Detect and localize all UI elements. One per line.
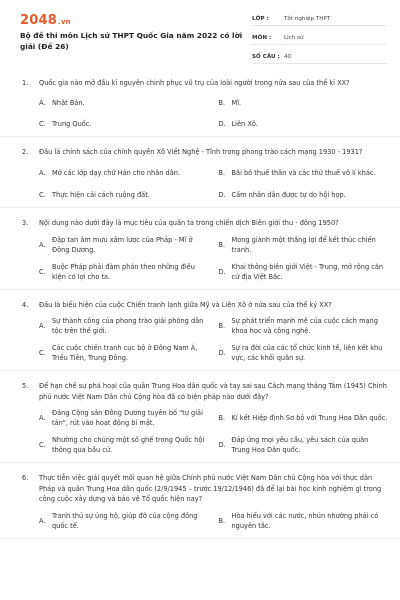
option-letter: B. [218,322,226,330]
option-letter: C. [39,119,46,128]
answer-option[interactable] [39,168,209,178]
answer-option[interactable] [219,316,389,336]
option-text: Bãi bỏ thuế thân và các thứ thuế vô lí khác. [231,169,376,177]
question-text [22,300,388,311]
answer-option[interactable] [39,262,209,282]
question-stem: Thực tiễn việc giải quyết mối quan hệ giữa Chính phủ nước Việt Nam Dân chủ Cộng hòa với thực dân Pháp và quân Trung Hoa dân quốc (2/9/1945 – trước 19/12/1946) đã để lại bài học kinh nghiệm gì trong công cuộc xây dựng và bảo vệ Tổ quốc hiện nay? [39,474,382,503]
answer-option[interactable] [219,235,389,255]
option-text: Các cuộc chiến tranh cục bộ ở Đông Nam Á, Triều Tiên, Trung Đông. [52,344,198,362]
question-number: 3. [22,219,29,227]
option-text: Đảng Cộng sản Đông Dương tuyên bố "tự giải tán", rút vào hoạt động bí mật. [52,409,203,427]
question-stem: Đâu là chính sách của chính quyền Xô Viết Nghệ - Tĩnh trong phong trào cách mạng 1930 - 1931? [39,147,363,156]
option-text: Khai thông biên giới Việt - Trung, mở rộng căn cứ địa Việt Bắc. [231,262,384,281]
answer-option[interactable] [39,98,209,108]
question-number: 4. [22,300,29,309]
meta-row [252,32,387,45]
answer-option[interactable] [219,168,389,178]
meta-value: Tốt nghiệp THPT [284,16,331,22]
document-title: Bộ đề thi môn Lịch sử THPT Quốc Gia năm 2022 có lời giải (Đề 26) [20,31,243,51]
answer-option[interactable] [39,435,209,455]
option-text: Cấm nhân dân được tự do hội họp. [231,191,346,199]
option-text: Hòa hiếu với các nước, nhún nhường phải có nguyên tắc. [231,511,379,530]
question-text [22,218,388,229]
option-text: Liên Xô. [231,119,258,128]
option-letter: C. [39,349,46,357]
site-logo[interactable] [20,13,71,28]
answer-option[interactable] [39,316,209,336]
option-letter: D. [218,441,226,449]
meta-value: Lịch sử [284,35,304,41]
meta-key: MÔN : [252,35,272,41]
document-header [0,0,400,64]
question-item [0,137,400,209]
answer-option[interactable] [219,511,389,531]
question-item [0,290,400,372]
answer-option[interactable] [39,190,209,200]
option-letter: D. [218,191,226,199]
option-text: Kí kết Hiệp định Sơ bộ với Trung Hoa Dân quốc. [231,414,388,422]
option-text: Sự ra đời của các tổ chức kinh tế, liên kết khu vực, các khối quân sự. [231,344,383,362]
question-item [0,208,400,290]
question-stem: Đâu là biểu hiện của cuộc Chiến tranh lạnh giữa Mỹ và Liên Xô ở nửa sau của thế kỷ XX? [39,300,332,309]
answer-options [22,316,388,363]
option-letter: D. [218,119,226,128]
answer-option[interactable] [219,343,389,363]
option-letter: A. [39,98,46,107]
option-text: Buộc Pháp phải đàm phán theo những điều kiện có lợi cho ta. [52,262,195,281]
question-stem: Để hạn chế sự phá hoại của quân Trung Hoa dân quốc và tay sai sau Cách mạng tháng Tám (1945) Chính phủ nước Việt Nam Dân chủ Cộng hòa đã có biện pháp nào dưới đây? [39,382,387,401]
option-letter: C. [39,267,46,276]
meta-key: SỐ CÂU : [252,54,280,60]
option-text: Đáp ứng mọi yêu cầu, yêu sách của quân Trung Hoa Dân quốc. [231,436,369,454]
option-letter: B. [218,414,226,422]
answer-option[interactable] [219,408,389,428]
question-list [0,78,400,539]
answer-options [22,235,388,282]
answer-option[interactable] [219,98,389,108]
answer-option[interactable] [39,408,209,428]
question-number: 1. [22,79,29,87]
option-text: Thực hiện cải cách ruộng đất. [52,191,150,199]
answer-option[interactable] [219,190,389,200]
answer-option[interactable] [39,235,209,255]
option-text: Sự phát triển mạnh mẽ của cuộc cách mạng khoa học và công nghệ. [231,317,378,335]
option-letter: C. [39,441,46,449]
option-letter: B. [218,98,226,107]
option-text: Mong giành một thắng lợi để kết thúc chiến tranh. [231,235,376,254]
option-letter: A. [39,169,46,177]
option-text: Nhật Bản. [52,98,85,107]
answer-option[interactable] [219,119,389,129]
question-stem: Quốc gia nào mở đầu kỉ nguyên chinh phục vũ trụ của loài người trong nửa sau của thế kỉ XX? [39,79,350,87]
logo-suffix: .vn [57,18,71,26]
answer-options [22,511,388,531]
answer-option[interactable] [39,343,209,363]
answer-option[interactable] [39,511,209,531]
answer-option[interactable] [219,262,389,282]
question-text [22,381,388,402]
option-letter: D. [218,349,226,357]
logo-brand: 2048 [20,13,57,28]
option-letter: B. [218,516,226,525]
option-text: Trung Quốc. [52,119,92,128]
answer-options [22,168,388,200]
question-item [0,371,400,463]
question-number: 2. [22,147,29,156]
question-item [0,78,400,137]
meta-row [252,13,387,26]
answer-option[interactable] [219,435,389,455]
option-text: Nhường cho chúng một số ghế trong Quốc hội thông qua bầu cử. [52,436,205,454]
question-text [22,473,388,505]
option-letter: A. [39,240,46,249]
question-stem: Nội dung nào dưới đây là mục tiêu của quân ta trong chiến dịch Biên giới thu - đông 1950? [39,219,339,227]
option-letter: C. [39,191,46,199]
option-letter: A. [39,516,46,525]
question-number: 5. [22,382,29,390]
option-text: Mĩ. [231,98,242,107]
meta-key: LỚP : [252,16,269,22]
answer-option[interactable] [39,119,209,129]
question-item [0,463,400,539]
option-text: Đập tan âm mưu xâm lược của Pháp - Mĩ ở Đông Dương. [52,235,193,254]
question-text [22,147,388,158]
option-text: Sự thành công của phong trào giải phóng dân tộc trên thế giới. [52,317,204,335]
option-letter: A. [39,414,46,422]
option-text: Mở các lớp dạy chữ Hán cho nhân dân. [52,169,181,177]
option-letter: B. [218,240,226,249]
option-text: Tranh thủ sự ủng hộ, giúp đỡ của cộng đồng quốc tế. [52,511,198,530]
option-letter: B. [218,169,226,177]
option-letter: D. [218,267,226,276]
document-meta [252,13,387,70]
answer-options [22,408,388,455]
question-number: 6. [22,474,29,482]
meta-value: 40 [284,54,292,60]
meta-row [252,51,387,64]
answer-options [22,98,388,129]
question-text [22,78,388,89]
option-letter: A. [39,322,46,330]
